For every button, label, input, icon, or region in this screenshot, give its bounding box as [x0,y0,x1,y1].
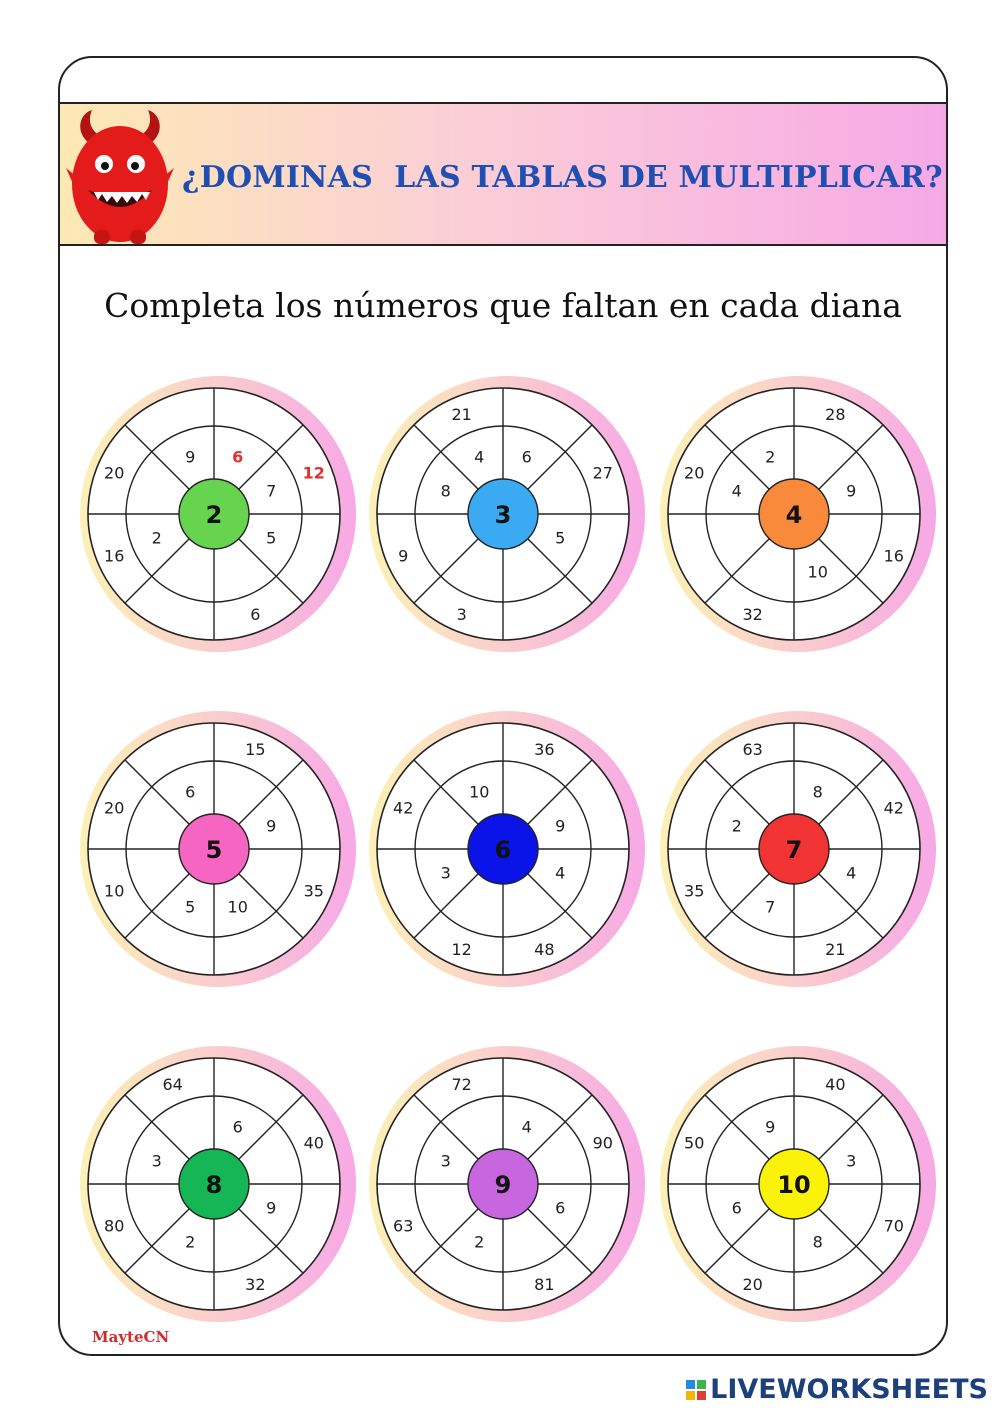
inner-ring-number[interactable]: 2 [151,528,162,548]
inner-ring-number[interactable]: 3 [151,1151,162,1171]
inner-ring-number[interactable]: 6 [555,1198,566,1218]
board-center-number: 4 [785,501,803,529]
outer-ring-number[interactable]: 35 [303,881,324,901]
outer-ring-number[interactable]: 28 [825,405,846,425]
outer-ring-number[interactable]: 63 [742,740,763,760]
header-banner [60,102,946,246]
inner-ring-number[interactable]: 8 [812,1232,823,1252]
inner-ring-number[interactable]: 3 [440,863,451,883]
inner-ring-number[interactable]: 5 [555,528,566,548]
target-board-5 [64,699,364,999]
board-center-number: 7 [785,836,803,864]
outer-ring-number[interactable]: 63 [393,1216,414,1236]
inner-ring-number[interactable]: 6 [521,447,532,467]
outer-ring-number[interactable]: 90 [592,1133,613,1153]
outer-ring-number[interactable]: 20 [104,463,125,483]
target-board-8 [64,1034,364,1334]
inner-ring-number[interactable]: 9 [266,816,277,836]
inner-ring-number[interactable]: 5 [185,897,196,917]
outer-ring-number[interactable]: 20 [104,798,125,818]
target-board-9 [353,1034,653,1334]
board-center-number: 2 [205,501,223,529]
outer-ring-number[interactable]: 50 [684,1133,705,1153]
inner-ring-number[interactable]: 2 [474,1232,485,1252]
inner-ring-number[interactable]: 3 [846,1151,857,1171]
board-center-number: 3 [494,501,512,529]
outer-ring-number[interactable]: 80 [104,1216,125,1236]
inner-ring-number[interactable]: 9 [185,447,196,467]
board-center-number: 5 [205,836,223,864]
outer-ring-number[interactable]: 48 [534,939,555,959]
inner-ring-number[interactable]: 6 [731,1198,742,1218]
inner-ring-number[interactable]: 7 [765,897,776,917]
outer-ring-number[interactable]: 32 [245,1274,266,1294]
inner-ring-number[interactable]: 4 [846,863,857,883]
target-board-3 [353,364,653,664]
inner-ring-number[interactable]: 2 [765,447,776,467]
inner-ring-number[interactable]: 2 [731,816,742,836]
outer-ring-number[interactable]: 20 [742,1274,763,1294]
target-board-10 [644,1034,944,1334]
outer-ring-number[interactable]: 36 [534,740,555,760]
board-center-number: 8 [205,1171,223,1199]
outer-ring-number[interactable]: 21 [825,939,846,959]
inner-ring-number[interactable]: 7 [266,481,277,501]
inner-ring-number[interactable]: 4 [521,1117,532,1137]
target-board-4 [644,364,944,664]
inner-ring-number[interactable]: 9 [266,1198,277,1218]
author-signature: MayteCN [92,1328,170,1346]
target-board-6 [353,699,653,999]
outer-ring-number[interactable]: 12 [302,463,325,483]
outer-ring-number[interactable]: 16 [104,546,125,566]
outer-ring-number[interactable]: 6 [250,604,261,624]
inner-ring-number[interactable]: 6 [185,782,196,802]
target-board-2 [64,364,364,664]
inner-ring-number[interactable]: 4 [474,447,485,467]
outer-ring-number[interactable]: 9 [398,546,409,566]
inner-ring-number[interactable]: 6 [232,447,244,467]
outer-ring-number[interactable]: 72 [451,1075,472,1095]
inner-ring-number[interactable]: 9 [555,816,566,836]
outer-ring-number[interactable]: 81 [534,1274,555,1294]
monster-mascot-icon [64,106,176,246]
outer-ring-number[interactable]: 16 [883,546,904,566]
outer-ring-number[interactable]: 12 [451,939,472,959]
instructions: Completa los números que faltan en cada diana [104,286,902,325]
inner-ring-number[interactable]: 9 [846,481,857,501]
outer-ring-number[interactable]: 42 [393,798,414,818]
inner-ring-number[interactable]: 10 [227,897,248,917]
inner-ring-number[interactable]: 5 [266,528,277,548]
outer-ring-number[interactable]: 40 [825,1075,846,1095]
board-center-number: 10 [777,1171,811,1199]
board-center-number: 9 [494,1171,512,1199]
inner-ring-number[interactable]: 10 [807,562,828,582]
inner-ring-number[interactable]: 2 [185,1232,196,1252]
outer-ring-number[interactable]: 32 [742,604,763,624]
outer-ring-number[interactable]: 15 [245,740,266,760]
outer-ring-number[interactable]: 20 [684,463,705,483]
outer-ring-number[interactable]: 70 [883,1216,904,1236]
inner-ring-number[interactable]: 8 [440,481,451,501]
board-center-number: 6 [494,836,512,864]
brand-name: LIVEWORKSHEETS [710,1374,988,1405]
page-title: ¿DOMINAS LAS TABLAS DE MULTIPLICAR? [182,160,943,195]
outer-ring-number[interactable]: 35 [684,881,705,901]
liveworksheets-icon [686,1380,706,1400]
outer-ring-number[interactable]: 40 [303,1133,324,1153]
brand-logo [686,1374,988,1405]
inner-ring-number[interactable]: 4 [555,863,566,883]
outer-ring-number[interactable]: 3 [456,604,467,624]
inner-ring-number[interactable]: 10 [469,782,490,802]
inner-ring-number[interactable]: 8 [812,782,823,802]
inner-ring-number[interactable]: 4 [731,481,742,501]
target-board-7 [644,699,944,999]
outer-ring-number[interactable]: 10 [104,881,125,901]
inner-ring-number[interactable]: 9 [765,1117,776,1137]
outer-ring-number[interactable]: 21 [451,405,472,425]
inner-ring-number[interactable]: 3 [440,1151,451,1171]
outer-ring-number[interactable]: 42 [883,798,904,818]
outer-ring-number[interactable]: 27 [592,463,613,483]
outer-ring-number[interactable]: 64 [162,1075,183,1095]
inner-ring-number[interactable]: 6 [232,1117,243,1137]
